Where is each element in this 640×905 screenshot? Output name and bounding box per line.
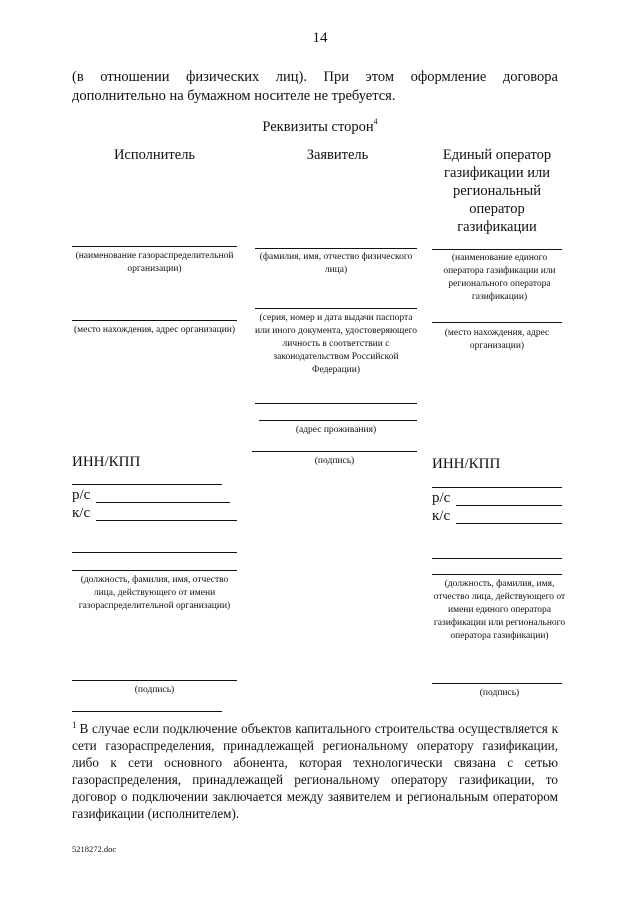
operator-inn-line	[432, 487, 562, 488]
executor-position-caption: (должность, фамилия, имя, отчество лица, действующего от имени газораспределительной организации)	[78, 575, 231, 611]
executor-rs-label: р/с	[72, 487, 91, 503]
executor-title: Исполнитель	[113, 147, 196, 163]
applicant-title: Заявитель	[306, 147, 369, 163]
executor-signature-caption: (подпись)	[134, 685, 175, 695]
applicant-signature-caption: (подпись)	[314, 456, 355, 466]
operator-position-line-2	[432, 574, 562, 575]
requisites-heading	[0, 117, 640, 136]
operator-ks-label: к/с	[432, 508, 451, 524]
executor-ks-row	[72, 505, 90, 522]
operator-signature-caption: (подпись)	[479, 688, 520, 698]
executor-ks-line	[96, 520, 237, 521]
applicant-signature-line	[252, 451, 417, 452]
executor-position-line-2	[72, 570, 237, 571]
executor-inn-label: ИНН/КПП	[72, 454, 141, 470]
operator-title: Единый оператор газификации или региональный оператор газификации	[442, 147, 552, 235]
executor-ks-label: к/с	[72, 505, 91, 521]
applicant-name-line	[255, 248, 417, 249]
applicant-address-line-1	[255, 403, 417, 404]
operator-inn-label: ИНН/КПП	[432, 456, 501, 472]
executor-position-line-1	[72, 552, 237, 553]
intro-paragraph	[72, 68, 558, 106]
applicant-passport-caption: (серия, номер и дата выдачи паспорта или иного документа, удостоверяющего личность в соответствии с законодательством Российской Федерации)	[255, 313, 417, 375]
requisites-heading-text: Реквизиты сторон	[262, 119, 374, 135]
operator-location-caption: (место нахождения, адрес организации)	[444, 328, 550, 351]
operator-rs-row	[432, 490, 450, 507]
intro-line-2: дополнительно на бумажном носителе не требуется.	[72, 88, 396, 104]
operator-ks-line	[456, 523, 562, 524]
applicant-name-caption: (фамилия, имя, отчество физического лица)	[259, 252, 413, 275]
page-number: 14	[312, 30, 328, 46]
operator-location-line	[432, 322, 562, 323]
executor-signature-line	[72, 680, 237, 681]
footnote-separator	[72, 711, 222, 712]
executor-location-caption: (место нахождения, адрес организации)	[73, 325, 236, 335]
applicant-passport-line	[255, 308, 417, 309]
footnote-text: В случае если подключение объектов капитального строительства осуществляется к сети газораспределения, принадлежащей региональному оператору газификации, либо к сети основного абонента, которая технологически связана с сетью газораспределения, принадлежащей региональному оператору газификации, то договор о подключении заключается между заявителем и региональным оператором газификации (исполнителем).	[72, 721, 558, 821]
operator-position-line-1	[432, 558, 562, 559]
heading-footnote-ref: 4	[373, 117, 378, 126]
operator-name-caption: (наименование единого оператора газификации или регионального оператора газификации)	[443, 253, 556, 302]
operator-ks-row	[432, 508, 450, 525]
footnote-marker: 1	[72, 720, 77, 730]
executor-name-line	[72, 246, 237, 247]
operator-rs-label: р/с	[432, 490, 451, 506]
operator-signature-line	[432, 683, 562, 684]
executor-rs-row	[72, 487, 90, 504]
intro-line-1: (в отношении физических лиц). При этом оформление договора	[72, 69, 558, 85]
executor-inn-line	[72, 484, 222, 485]
file-id: 5218272.doc	[72, 844, 117, 854]
operator-name-line	[432, 249, 562, 250]
applicant-address-caption: (адрес проживания)	[295, 425, 377, 435]
operator-rs-line	[456, 505, 562, 506]
footnote	[72, 717, 558, 822]
executor-rs-line	[96, 502, 230, 503]
applicant-address-line-2	[259, 420, 417, 421]
executor-location-line	[72, 320, 237, 321]
executor-name-caption: (наименование газораспределительной организации)	[75, 251, 234, 274]
operator-position-caption: (должность, фамилия, имя, отчество лица, действующего от имени единого оператора газификации или регионального оператора газификации)	[433, 579, 566, 641]
